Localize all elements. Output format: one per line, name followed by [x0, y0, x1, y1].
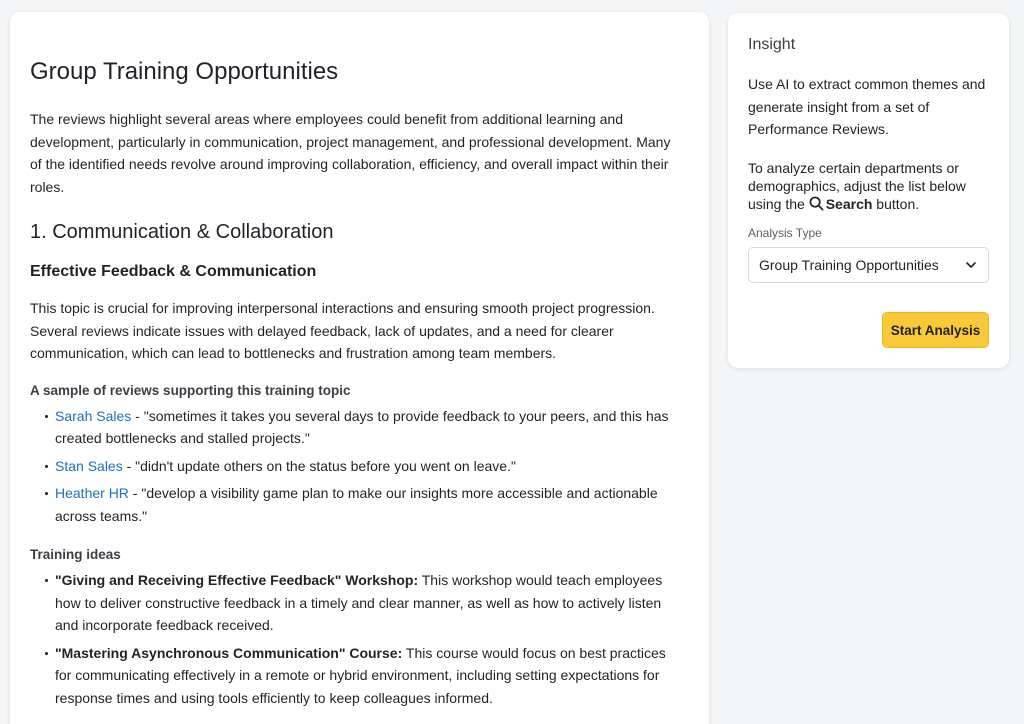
list-item: [55, 642, 681, 710]
search-icon: [809, 196, 824, 211]
reviewer-link-heather-hr[interactable]: Heather HR: [55, 485, 129, 501]
report-card: [10, 12, 709, 724]
analysis-type-value: Group Training Opportunities: [759, 256, 939, 273]
reviewer-link-stan-sales[interactable]: Stan Sales: [55, 457, 123, 474]
insight-hint: [748, 159, 989, 213]
review-quote: - "sometimes it takes you several days to provide feedback to your peers, and this has created bottlenecks and stalled projects.": [55, 407, 669, 446]
section-title: 1. Communication & Collaboration: [30, 221, 334, 243]
subsection-description: This topic is crucial for improving interpersonal interactions and ensuring smooth project progression. Several reviews indicate issues with delayed feedback, lack of updates, and a need for clearer communication, which can lead to bottlenecks and frustration among team members.: [30, 300, 655, 361]
start-analysis-button[interactable]: Start Analysis: [882, 312, 989, 348]
reviews-label: A sample of reviews supporting this training topic: [30, 382, 351, 398]
report-title: Group Training Opportunities: [30, 58, 339, 85]
analysis-type-label: Analysis Type: [748, 225, 822, 240]
review-quote: - "develop a visibility game plan to make our insights more accessible and actionable across teams.": [55, 485, 658, 524]
idea-text: This course would focus on best practices for communicating effectively in a remote or hybrid environment, including setting expectations for response times and using tools efficiently to keep colleagues informed.: [55, 644, 666, 706]
hint-text-before: To analyze certain departments or demographics, adjust the list below using the: [748, 159, 966, 212]
hint-text-after: button.: [872, 195, 920, 212]
chevron-down-icon: [964, 258, 978, 272]
insight-title: Insight: [748, 36, 796, 53]
insight-description: Use AI to extract common themes and generate insight from a set of Performance Reviews.: [748, 76, 986, 137]
analysis-type-select[interactable]: [748, 247, 989, 283]
reviewer-link-sarah-sales[interactable]: Sarah Sales: [55, 407, 132, 424]
subsection-title: Effective Feedback & Communication: [30, 263, 317, 280]
hint-search-word: Search: [825, 195, 873, 212]
review-list: [30, 405, 681, 528]
insight-panel: [728, 13, 1009, 368]
list-item: [55, 455, 681, 478]
training-ideas-label: Training ideas: [30, 547, 121, 562]
review-quote: - "didn't update others on the status before you went on leave.": [122, 457, 516, 474]
list-item: [55, 569, 681, 637]
list-item: [55, 482, 681, 527]
idea-name: "Giving and Receiving Effective Feedback" Workshop:: [55, 572, 419, 588]
training-ideas-list: [30, 569, 681, 709]
idea-text: This workshop would teach employees how to deliver constructive feedback in a timely and clear manner, as well as how to actively listen and incorporate feedback received.: [55, 572, 663, 633]
idea-name: "Mastering Asynchronous Communication" Course:: [55, 644, 403, 661]
report-intro: The reviews highlight several areas where employees could benefit from additional learning and development, particularly in communication, project management, and professional development. Many of the identified needs revolve around improving collaboration, efficiency, and overall impact within their roles.: [30, 111, 671, 195]
list-item: [55, 405, 681, 450]
